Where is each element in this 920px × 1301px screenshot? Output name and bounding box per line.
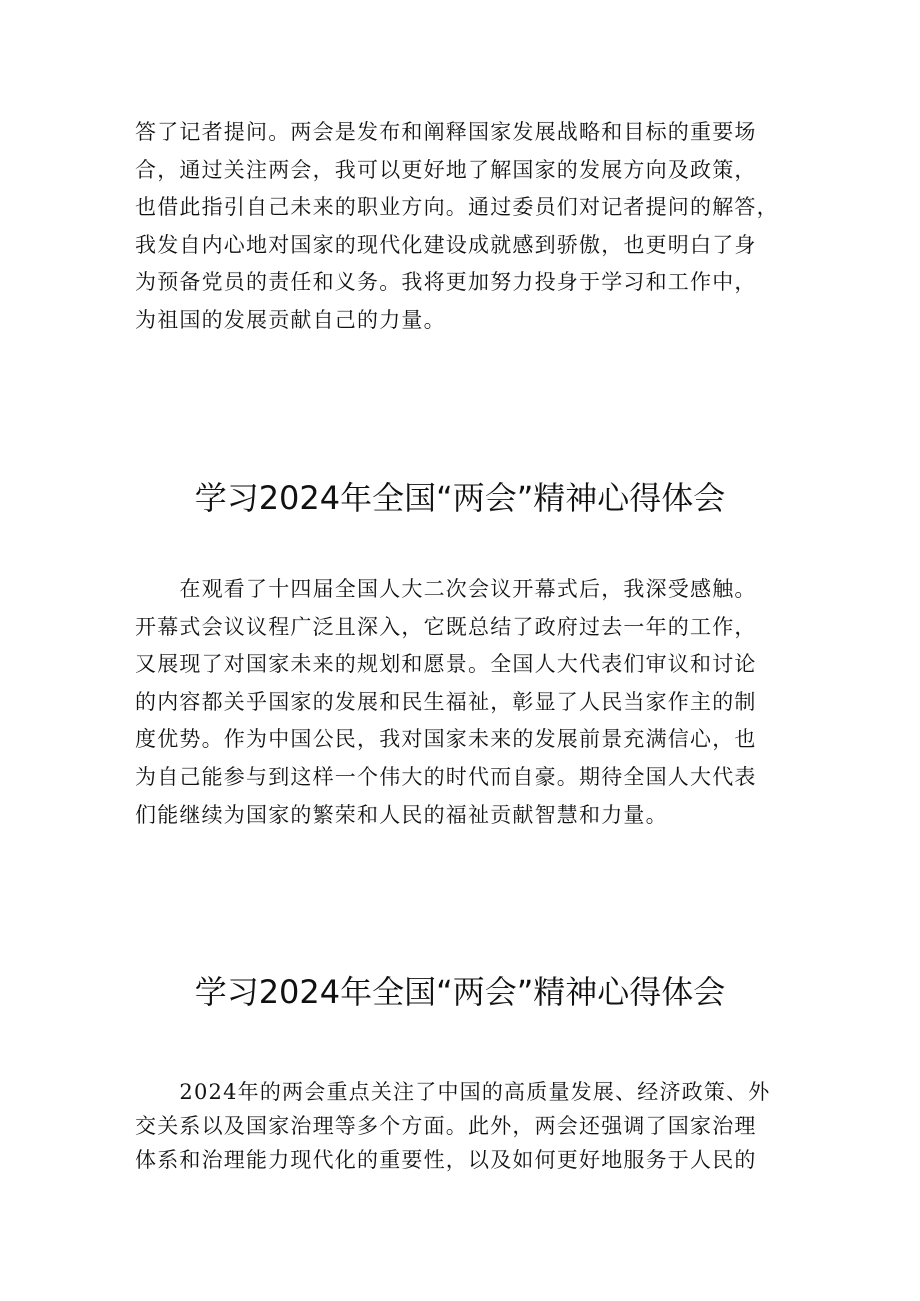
text-line: 为预备党员的责任和义务。我将更加努力投身于学习和工作中， xyxy=(135,270,757,294)
text-line: 们能继续为国家的繁荣和人民的福祉贡献智慧和力量。 xyxy=(135,802,668,827)
text-line: 开幕式会议议程广泛且深入，它既总结了政府过去一年的工作， xyxy=(135,614,757,639)
text-line: 合，通过关注两会，我可以更好地了解国家的发展方向及政策， xyxy=(135,157,757,182)
paragraph-opening-ceremony xyxy=(135,571,795,834)
text-line: 又展现了对国家未来的规划和愿景。全国人大代表们审议和讨论 xyxy=(135,652,757,677)
text-line: 交关系以及国家治理等多个方面。此外，两会还强调了国家治理 xyxy=(135,1114,757,1138)
text-line: 为祖国的发展贡献自己的力量。 xyxy=(135,307,446,332)
text-line: 度优势。作为中国公民，我对国家未来的发展前景充满信心，也 xyxy=(135,727,757,752)
text-line: 我发自内心地对国家的现代化建设成就感到骄傲，也更明白了身 xyxy=(135,232,757,257)
section-heading: 学习2024年全国“两会”精神心得体会 xyxy=(194,479,726,517)
text-line: 体系和治理能力现代化的重要性，以及如何更好地服务于人民的 xyxy=(135,1148,757,1172)
text-line: 也借此指引自己未来的职业方向。通过委员们对记者提问的解答， xyxy=(135,195,779,219)
section-heading: 学习2024年全国“两会”精神心得体会 xyxy=(194,973,726,1011)
text-line: 在观看了十四届全国人大二次会议开幕式后，我深受感触。 xyxy=(135,577,757,601)
text-line: 为自己能参与到这样一个伟大的时代而自豪。期待全国人大代表 xyxy=(135,764,757,789)
text-line: 2024年的两会重点关注了中国的高质量发展、经济政策、外 xyxy=(135,1080,771,1104)
paragraph-continuation xyxy=(135,114,795,339)
text-line: 答了记者提问。两会是发布和阐释国家发展战略和目标的重要场 xyxy=(135,120,757,144)
paragraph-focus-areas xyxy=(135,1075,795,1177)
text-line: 的内容都关乎国家的发展和民生福祉，彰显了人民当家作主的制 xyxy=(135,689,757,714)
